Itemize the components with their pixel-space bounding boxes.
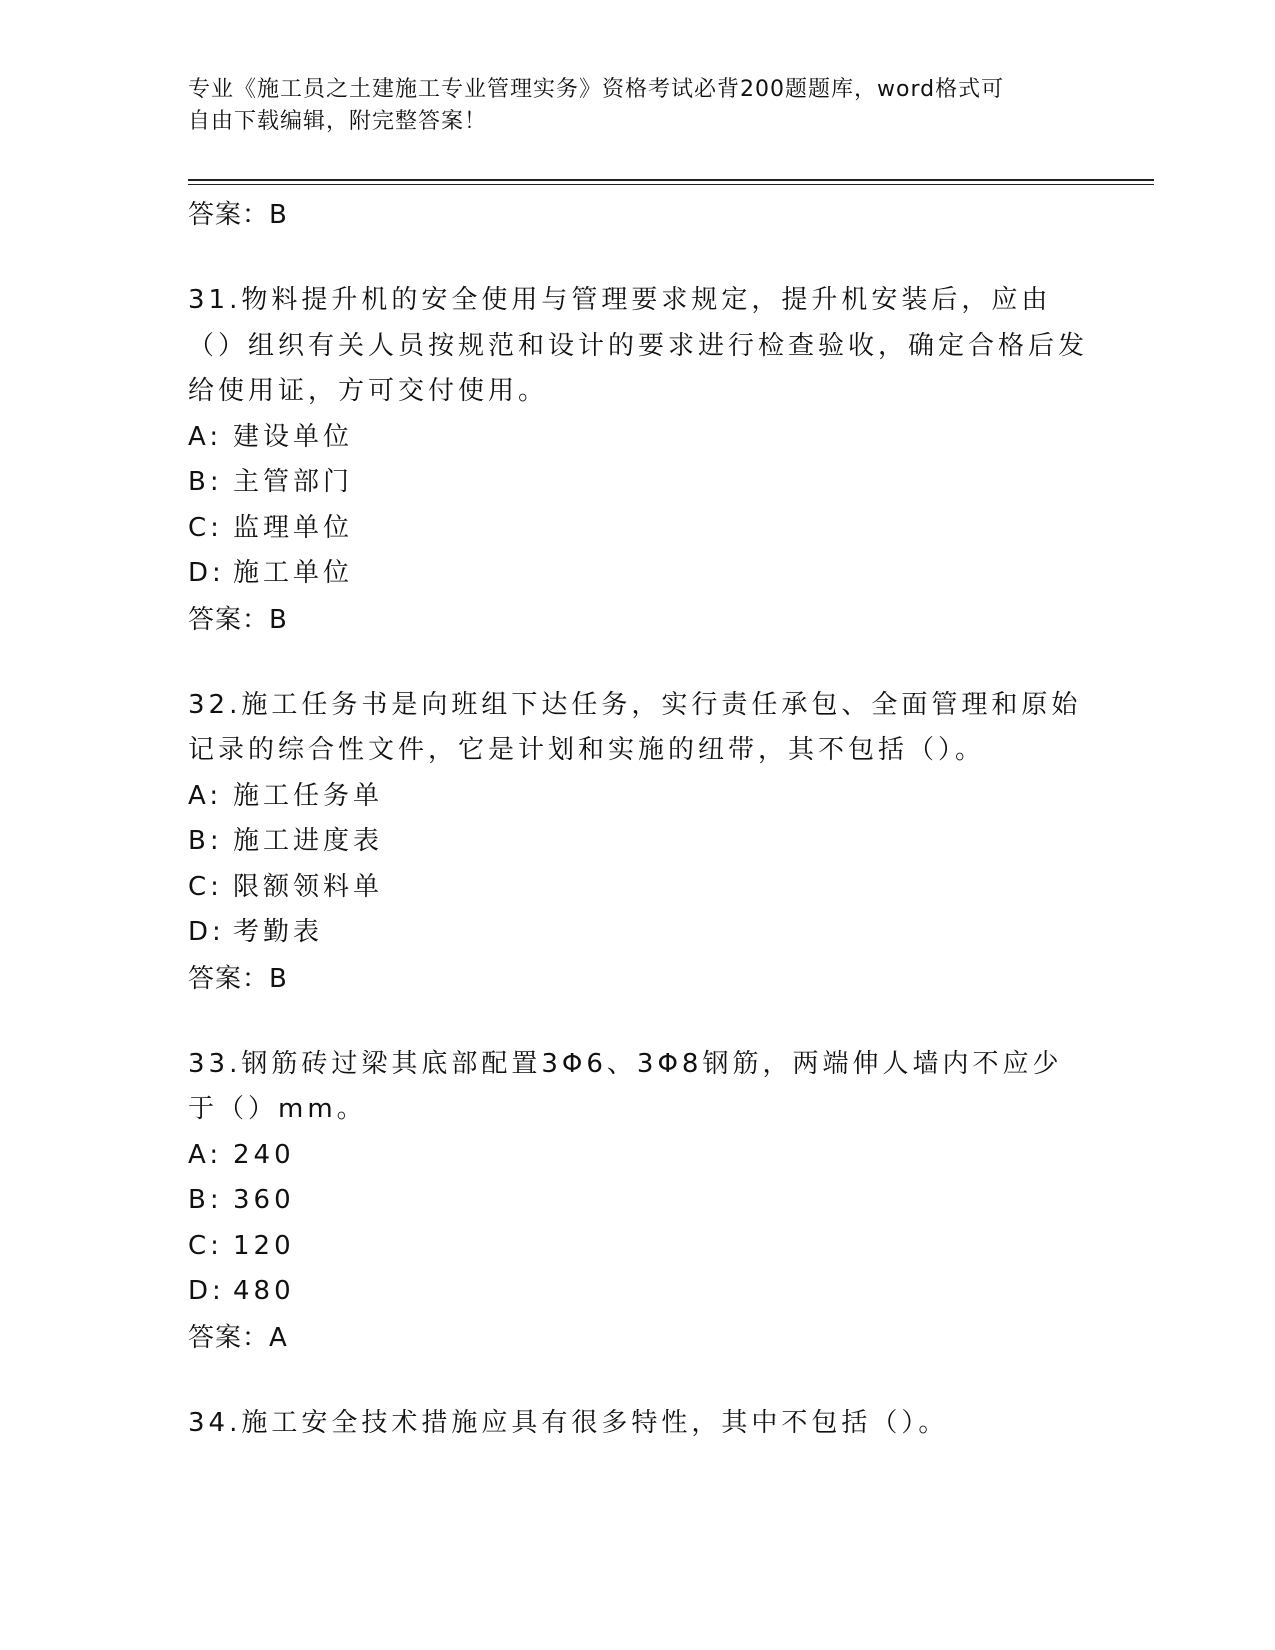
question-text: 32.施工任务书是向班组下达任务，实行责任承包、全面管理和原始记录的综合性文件，它是计划和实施的纽带，其不包括（）。 xyxy=(188,689,1082,765)
header-divider-thick xyxy=(188,179,1154,181)
option-text: 360 xyxy=(233,1185,295,1215)
option-letter: A: xyxy=(188,780,223,811)
option-b xyxy=(188,460,1088,506)
question-32 xyxy=(188,683,1088,1002)
option-letter: D: xyxy=(188,558,225,588)
option-b xyxy=(188,819,1088,865)
option-letter: B: xyxy=(188,1185,223,1215)
option-text: 建设单位 xyxy=(233,421,354,452)
option-text: 监理单位 xyxy=(233,512,354,543)
option-letter: C: xyxy=(188,512,223,543)
option-text: 施工进度表 xyxy=(233,826,384,856)
header-divider-thin xyxy=(188,184,1154,185)
question-34 xyxy=(188,1401,1088,1447)
option-text: 施工单位 xyxy=(233,558,354,588)
option-letter: C: xyxy=(188,871,223,902)
option-c xyxy=(188,506,1088,552)
option-c xyxy=(188,1224,1088,1270)
question-text: 33.钢筋砖过梁其底部配置3Φ6、3Φ8钢筋，两端伸人墙内不应少于（）mm。 xyxy=(188,1048,1063,1124)
option-text: 限额领料单 xyxy=(233,871,384,902)
option-letter: C: xyxy=(188,1230,223,1261)
option-letter: B: xyxy=(188,467,223,497)
answer-label: 答案：B xyxy=(188,604,288,635)
question-text: 34.施工安全技术措施应具有很多特性，其中不包括（）。 xyxy=(188,1407,949,1438)
answer-label: 答案：B xyxy=(188,200,288,230)
option-d xyxy=(188,910,1088,956)
page-header xyxy=(188,74,1068,138)
option-text: 120 xyxy=(233,1230,295,1261)
option-a xyxy=(188,774,1088,820)
option-d xyxy=(188,1269,1088,1315)
option-letter: B: xyxy=(188,826,223,856)
question-33 xyxy=(188,1042,1088,1361)
answer-label: 答案：A xyxy=(188,1322,288,1353)
option-letter: A: xyxy=(188,421,223,452)
question-text: 31.物料提升机的安全使用与管理要求规定，提升机安装后，应由（）组织有关人员按规范和设计的要求进行检查验收，确定合格后发给使用证，方可交付使用。 xyxy=(188,285,1089,406)
option-a xyxy=(188,1133,1088,1179)
option-text: 施工任务单 xyxy=(233,780,384,811)
question-31 xyxy=(188,278,1088,643)
option-letter: D: xyxy=(188,917,225,947)
question-content xyxy=(188,188,1088,1446)
option-text: 主管部门 xyxy=(233,467,354,497)
option-b xyxy=(188,1178,1088,1224)
option-text: 480 xyxy=(233,1276,295,1306)
option-text: 考勤表 xyxy=(233,917,324,947)
option-d xyxy=(188,551,1088,597)
answer-label: 答案：B xyxy=(188,963,288,994)
header-title-line-2: 自由下载编辑，附完整答案！ xyxy=(188,109,488,134)
option-a xyxy=(188,415,1088,461)
option-c xyxy=(188,865,1088,911)
option-letter: D: xyxy=(188,1276,225,1306)
header-title-line-1: 专业《施工员之土建施工专业管理实务》资格考试必背200题题库，word格式可 xyxy=(188,77,1005,102)
option-text: 240 xyxy=(233,1139,295,1170)
option-letter: A: xyxy=(188,1139,223,1170)
